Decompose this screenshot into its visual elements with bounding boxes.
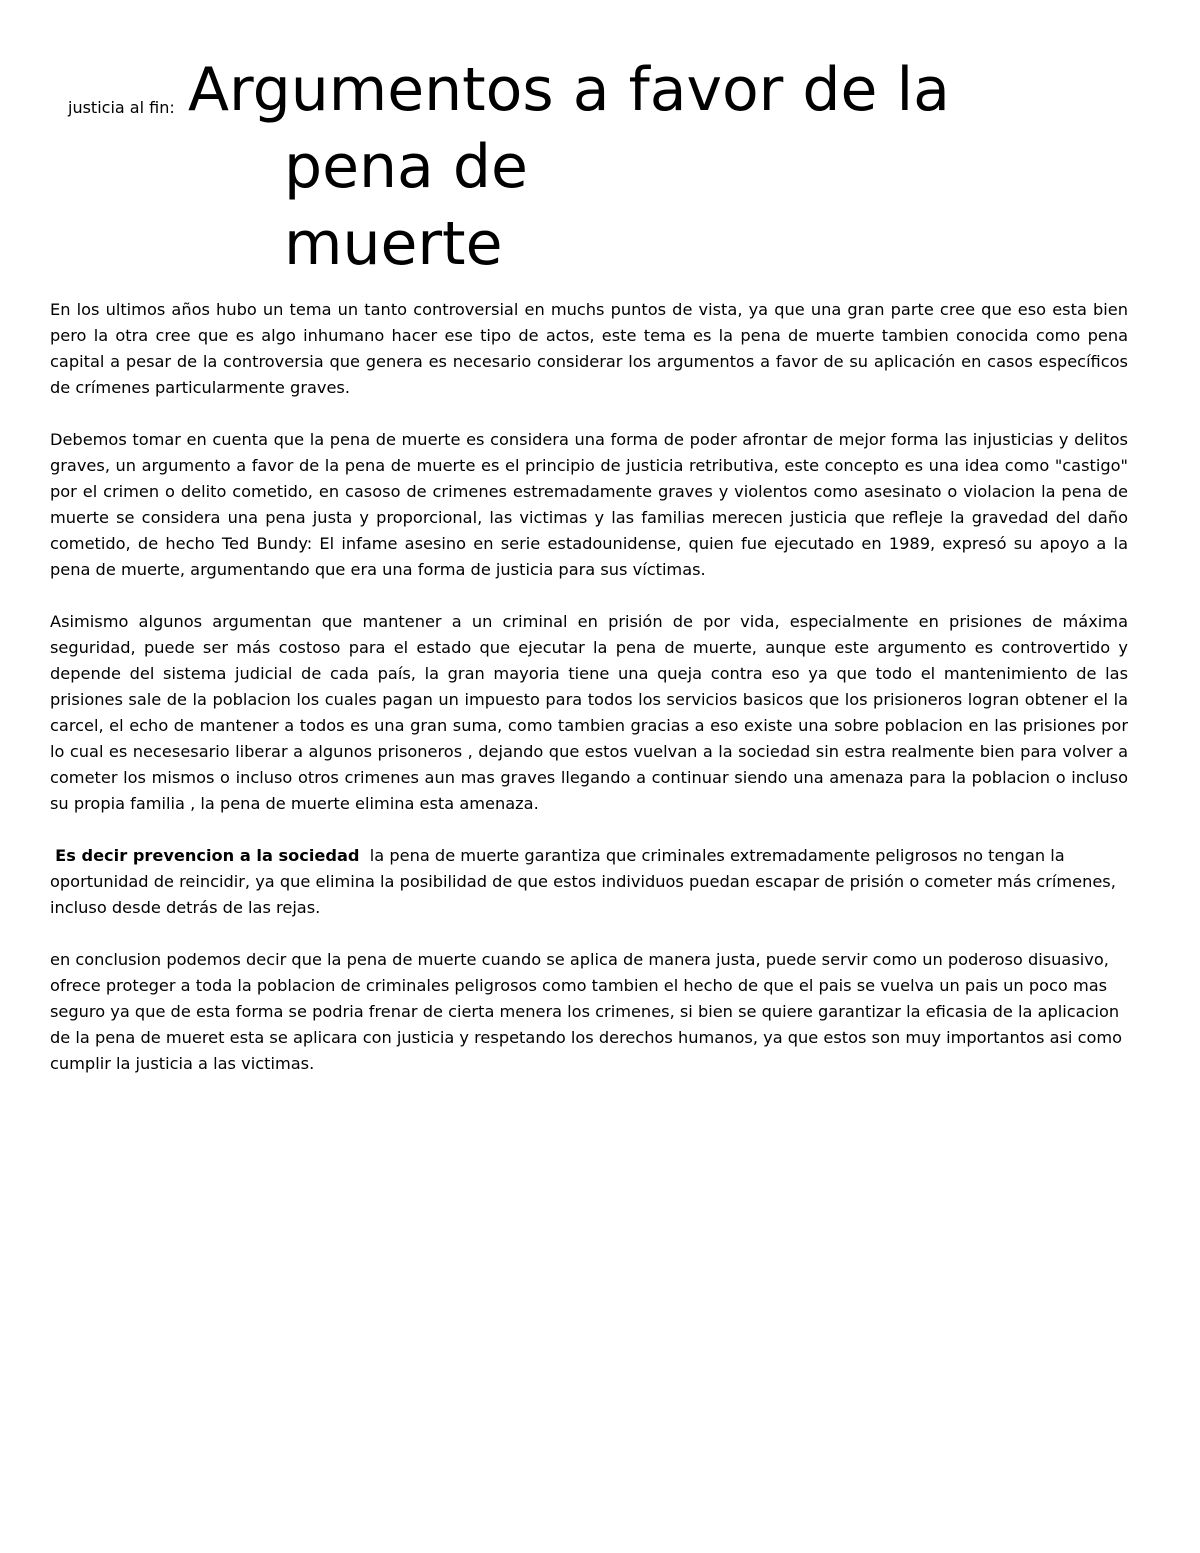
paragraph-intro: En los ultimos años hubo un tema un tanto controversial en muchs puntos de vista, ya que una gran parte cree que eso esta bien pero la otra cree que es algo inhumano hacer ese tipo de actos, este tema es la pena de muerte tambien conocida como pena capital a pesar de la controversia que genera es necesario considerar los argumentos a favor de su aplicación en casos específicos de crímenes particularmente graves.: [50, 300, 1128, 397]
paragraph-prevention: [50, 843, 1128, 921]
title-line-1: Argumentos a favor de la: [188, 55, 950, 125]
document-body: [50, 297, 1128, 1103]
paragraph-cost-argument: Asimismo algunos argumentan que mantener a un criminal en prisión de por vida, especialmente en prisiones de máxima seguridad, puede ser más costoso para el estado que ejecutar la pena de muerte, aunque este argumento es controvertido y depende del sistema judicial de cada país, la gran mayoria tiene una queja contra eso ya que todo el mantenimiento de las prisiones sale de la poblacion los cuales pagan un impuesto para todos los servicios basicos que los prisioneros logran obtener el la carcel, el echo de mantener a todos es una gran suma, como tambien gracias a eso existe una sobre poblacion en las prisiones por lo cual es necesesario liberar a algunos prisoneros , dejando que estos vuelvan a la sociedad sin estra realmente bien para volver a cometer los mismos o incluso otros crimenes aun mas graves llegando a continuar siendo una amenaza para la poblacion o incluso su propia familia , la pena de muerte elimina esta amenaza.: [50, 612, 1128, 813]
paragraph-prevention-text: la pena de muerte garantiza que criminales extremadamente peligrosos no tengan la oportunidad de reincidir, ya que elimina la posibilidad de que estos individuos puedan escapar de prisión o cometer más crímenes, incluso desde detrás de las rejas.: [50, 846, 1116, 917]
title-line-3: muerte: [284, 209, 503, 279]
paragraph-conclusion: en conclusion podemos decir que la pena de muerte cuando se aplica de manera justa, puede servir como un poderoso disuasivo, ofrece proteger a toda la poblacion de criminales peligrosos como tambien el hecho de que el pais se vuelva un pais un poco mas seguro ya que de esta forma se podria frenar de cierta menera los crimenes, si bien se quiere garantizar la eficasia de la aplicacion de la pena de mueret esta se aplicara con justicia y respetando los derechos humanos, ya que estos son muy importantos asi como cumplir la justicia a las victimas.: [50, 950, 1123, 1073]
paragraph-prevention-lead: Es decir prevencion a la sociedad: [55, 846, 360, 865]
title-prefix: justicia al fin:: [68, 98, 175, 117]
title-line-2: pena de: [284, 132, 528, 202]
paragraph-retributive-justice: Debemos tomar en cuenta que la pena de muerte es considera una forma de poder afrontar de mejor forma las injusticias y delitos graves, un argumento a favor de la pena de muerte es el principio de justicia retributiva, este concepto es una idea como "castigo" por el crimen o delito cometido, en casoso de crimenes estremadamente graves y violentos como asesinato o violacion la pena de muerte se considera una pena justa y proporcional, las victimas y las familias merecen justicia que refleje la gravedad del daño cometido, de hecho Ted Bundy: El infame asesino en serie estadounidense, quien fue ejecutado en 1989, expresó su apoyo a la pena de muerte, argumentando que era una forma de justicia para sus víctimas.: [50, 430, 1128, 579]
page-title: [188, 52, 1128, 283]
